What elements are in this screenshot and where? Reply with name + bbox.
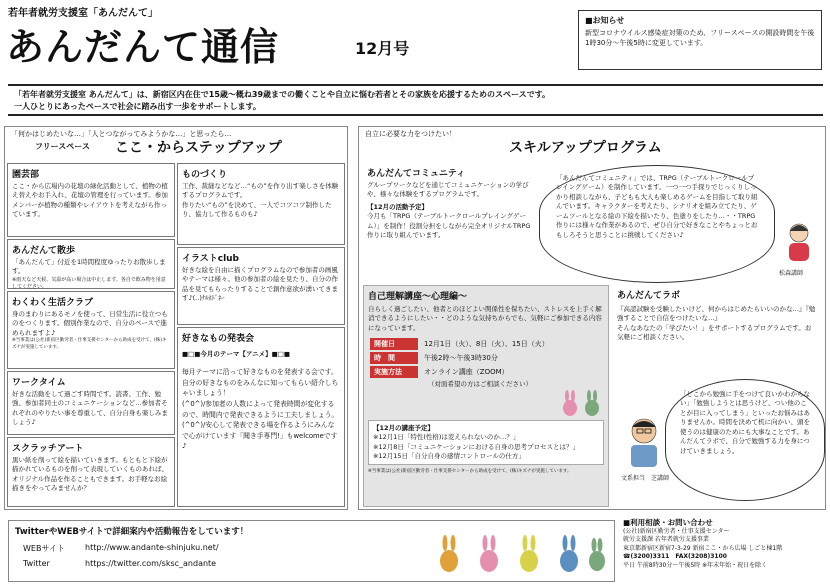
self-understanding-box — [363, 285, 609, 507]
gardening-text: ここ・から広場内の花壇の緑化活動として、植物の植え替えやお手入れ、花壇の管理を行っています。参加メンバーが植物の種類やレイアウトを考えながら作っています。 — [12, 182, 168, 219]
gardening-title: 園芸部 — [12, 170, 40, 180]
schedule-key: 実施方法 — [370, 366, 418, 378]
walk-box — [7, 239, 175, 289]
bunny-parade-illustration — [429, 529, 609, 577]
free-space-label: フリースペース — [35, 142, 90, 151]
likes-theme: ■□■今月のテーマ【アニメ】■□■ — [182, 350, 291, 358]
craft-title: ものづくり — [182, 170, 228, 180]
walk-note: ※雨天など天候、気温が高い場合は中止します。各自で飲み物を用意してください。 — [12, 276, 166, 291]
skill-up-panel — [358, 126, 826, 510]
header-subtitle: 若年者就労支援室「あんだんて」 — [8, 8, 158, 19]
community-box — [363, 163, 539, 281]
schedule-table — [368, 336, 555, 380]
schedule-row — [370, 338, 553, 350]
free-space-banner: ここ・からステップアップ — [115, 140, 282, 156]
contact-tel: ☎(3200)3311 FAX(3208)3100 — [623, 553, 727, 561]
free-space-panel — [4, 126, 348, 510]
walk-text: 「あんだんて」付近を1時間程度ゆったりお散歩します。 — [12, 258, 166, 276]
schedule-key: 時 間 — [370, 352, 418, 364]
community-text: グループワークなどを通じてコミュニケーションの学びや、様々な体験をするプログラムです。 — [367, 181, 529, 199]
bunny-illustration — [560, 390, 604, 418]
intro-line1: 「若年者就労支援室 あんだんて」は、新宿区内在住で15歳～概ね39歳までの働くことや自立に悩む若者とその家族を応援するためのスペースです。 — [14, 90, 551, 99]
community-sub: 【12月の活動予定】 — [367, 202, 429, 211]
likes-text: 毎月テーマに沿って好きなものを発表する会です。自分の好きなものをみんなに知ってもらい紹介しちゃいましょう！ (^0^)/参加者の人数によって発表時間が変化するので、時間内で発表できるように工夫しましょう。 (^0^)/安心して発表できる場を作るようにみんなで心がけています「聞き手専門!」もwelcomeです♪ — [182, 368, 339, 451]
illust-club-title: イラストclub — [182, 254, 239, 264]
work-time-box — [7, 371, 175, 435]
free-space-tag: 「何かはじめたいな…」「人とつながってみようかな…」と思ったら… — [11, 130, 232, 138]
plan-item: ※12月15日「自分自身の感情コントロールの仕方」 — [373, 451, 525, 460]
likes-title: 好きなもの発表会 — [182, 334, 255, 344]
schedule-row — [370, 352, 553, 364]
plan-item: ※12月8日「コミュニケーションにおける自身の思考プロセスとは？」 — [373, 442, 579, 451]
life-club-title: わくわく生活クラブ — [12, 298, 94, 308]
web-url-link[interactable]: http://www.andante-shinjuku.net/ — [85, 543, 219, 552]
instructor-name-1: 松森講師 — [779, 270, 804, 277]
work-time-title: ワークタイム — [12, 378, 66, 388]
contact-address: 東京都新宿区新宿7-3-29 新宿ここ・から広場 しごと棟1階 — [623, 544, 783, 552]
self-understanding-text: 自らしく過ごしたい、他者とのほどよい関係性を保ちたい、ストレスを上手く解消できるようにしたい・・どのような気持ちからでも、気軽にご参加できる内容になっています。 — [368, 305, 602, 332]
lab-text: 『高認試験を受験したいけど、何からはじめたらいいのかな…』『勉強することで自信をつけたいな…』 そんなあなたの「学びたい！」をサポートするプログラムです。お気軽にご相談ください。 — [617, 305, 816, 342]
lab-bubble-text: 「どこから勉強に手をつけて良いかわからない」「勉強しようとは思うけど、つい他のことが目に入ってしまう」といったお悩みはありませんか。時間を決めて机に向かい、頭を使うのは健康のためにも大事なことです。あんだんてラボで、自分で勉強する力を身につけていきましょう。 — [680, 390, 810, 455]
instructor-illustration-2 — [621, 413, 667, 469]
illust-club-box — [177, 247, 345, 325]
footer-links-box — [8, 520, 615, 582]
schedule-row — [370, 366, 553, 378]
plan-title: 【12月の講座予定】 — [373, 423, 435, 432]
intro-line2: 一人ひとりにあったペースで社会に踏み出す一歩をサポートします。 — [14, 102, 261, 111]
lab-speech-bubble — [665, 379, 825, 501]
instructor-illustration-1 — [779, 219, 819, 269]
intro-banner — [8, 84, 823, 116]
issue-number: 12月号 — [355, 39, 410, 58]
community-title: あんだんてコミュニティ — [367, 169, 466, 179]
notice-text: 新型コロナウイルス感染症対策のため、フリースペースの開設時間を午後1時30分～午後5時に変更しています。 — [585, 29, 815, 48]
skill-note: ※当事業は(公社)新宿区勤労者・仕事支援センターから助成を受けて、(株)キズナが実施しています。 — [368, 469, 572, 475]
schedule-value: 12月1日（火）、8日（火）、15日（火） — [424, 340, 549, 349]
walk-title: あんだんて散歩 — [12, 246, 76, 256]
contact-hours: 平日 午前8時30分～午後5時 ※年末年始・祝日を除く — [623, 561, 768, 569]
notice-box — [578, 10, 822, 70]
footer-lead: TwitterやWEBサイトで詳細案内や活動報告をしています！ — [15, 527, 249, 537]
scratch-art-title: スクラッチアート — [12, 444, 84, 454]
community-bubble-text: 「あんだんてコミュニティ」では、TRPG（テーブルトークロールプレイングゲーム）を制作しています。一つ一つ手探りでじっくりしっかり相談しながら、子どもも大人も楽しめるゲームを目指して取り組んでいます。キャラクターを考えたり、シナリオを組み立てたり、ゲームツールとなる絵の下絵を描いたり、色塗りをしたり…・・TRPG作りには様々な作業があるので、ぜひ自分で好きなことやちょっとおもしろそうと思うことに挑戦してください♪ — [556, 174, 758, 239]
contact-box — [618, 514, 828, 584]
life-club-note: ※当事業は(公社)新宿区勤労者・仕事支援センターから助成を受けて、(株)キズナが実施しています。 — [12, 338, 167, 350]
lab-title: あんだんてラボ — [617, 291, 681, 301]
contact-org1: (公社)新宿区勤労者・仕事支援センター — [623, 528, 730, 535]
community-sub-text: 今月も「TRPG（テーブルトークロールプレイングゲーム）」を制作！役割分担をしながら完全オリジナルTRPG作りに取り組んでいます。 — [367, 212, 531, 240]
scratch-art-box — [7, 437, 175, 507]
plan-box — [368, 420, 604, 466]
craft-text: 工作、裁縫などなど…“もの”を作り出す楽しさを体験するプログラムです。 作りたい“もの”を決めて、一人でコツコツ制作したり、協力して作るものも♪ — [182, 182, 339, 219]
web-label: WEBサイト — [23, 544, 65, 553]
plan-item: ※12月1日「特性(性格)は変えられないのか…？」 — [373, 433, 520, 442]
schedule-value: オンライン講座（ZOOM） — [424, 368, 509, 377]
notice-heading: ■お知らせ — [585, 16, 625, 25]
schedule-note: （対面希望の方はご相談ください） — [428, 380, 532, 389]
skill-tag: 自立に必要な力をつけたい！ — [365, 130, 456, 138]
instructor-name-2: 文系担当 芝講師 — [621, 475, 670, 482]
schedule-value: 午後2時～午後3時30分 — [424, 354, 498, 363]
page-title: あんだんて通信 — [6, 24, 280, 69]
illust-club-text: 好きな絵を自由に描くプログラムなので参加者の画風やテーマは様々。他の参加者の絵を見たり、自分の作品を見てもらったりすることで創作意欲が湧いてきます♪(..)ﾅﾙﾎﾄﾞﾈｰ — [182, 266, 338, 303]
skill-banner: スキルアッププログラム — [509, 140, 662, 156]
life-club-box — [7, 291, 175, 369]
likes-presentation-box — [177, 327, 345, 507]
lab-box — [613, 285, 821, 375]
self-understanding-title: 自己理解講座～心理編～ — [368, 292, 468, 302]
twitter-url-link[interactable]: https://twitter.com/sksc_andante — [85, 559, 217, 568]
contact-title: ■利用相談・お問い合わせ — [623, 518, 713, 527]
craft-box — [177, 163, 345, 245]
scratch-art-text: 黒い紙を削って絵を描いていきます。もともと下絵が描かれているものを削って表現していくものあれば、オリジナル作品を作ることもできます。お手軽なお絵描きをやってみませんか？ — [12, 456, 168, 493]
gardening-box — [7, 163, 175, 237]
twitter-label: Twitter — [23, 559, 50, 568]
life-club-text: 身のまわりにあるモノを使って、日常生活に役立つものをつくります。個別作業なので、自分のペースで進められますよ♪ — [12, 310, 168, 337]
schedule-key: 開催日 — [370, 338, 418, 350]
community-speech-bubble — [539, 165, 775, 283]
contact-org2: 就労支援課 若年者就労支援事業 — [623, 536, 709, 544]
work-time-text: 好きな活動をして過ごす時間です。読書、工作、勉強、参加者同士のコミュニケーションなど…参加者それぞれのやりたい事を尊重して、自分自身も楽しみましょう♪ — [12, 390, 168, 427]
